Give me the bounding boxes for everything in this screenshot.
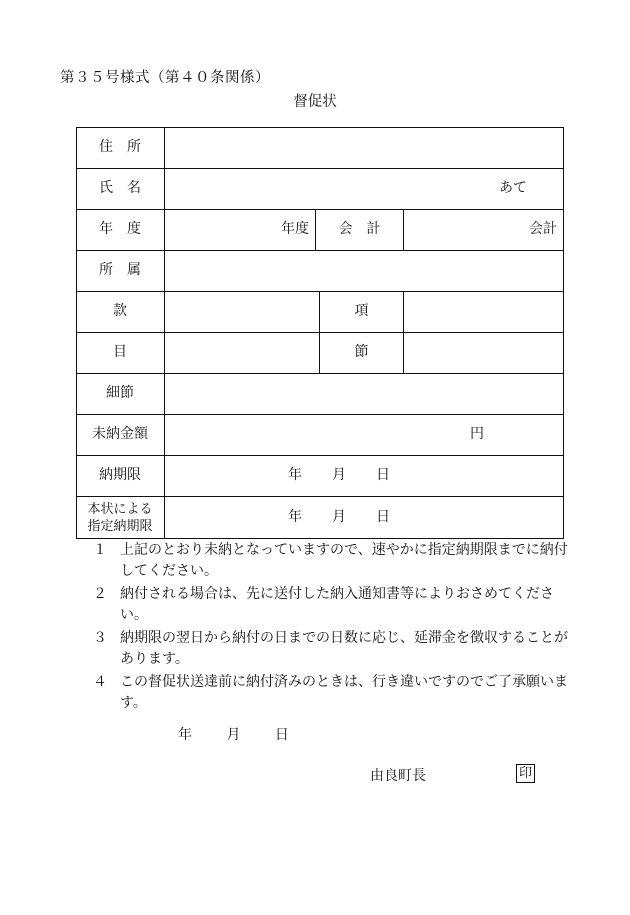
note-text: 納付される場合は、先に送付した納入通知書等によりおさめてください。 <box>120 586 554 623</box>
designated-deadline-field[interactable] <box>165 496 563 539</box>
notes-list <box>80 540 570 716</box>
note-number: １ <box>93 542 107 558</box>
note-number: ２ <box>93 586 107 602</box>
form-number: 第３５号様式（第４０条関係） <box>60 70 270 86</box>
seal-mark: 印 <box>516 764 535 783</box>
note-number: ４ <box>93 674 107 690</box>
designated-month: 月 <box>332 509 346 525</box>
issuer-name: 由良町長 <box>370 768 426 784</box>
deadline-label: 納期限 <box>99 467 141 483</box>
setsu-label: 節 <box>354 344 369 360</box>
fiscal-year-field[interactable] <box>165 209 315 250</box>
deadline-year: 年 <box>288 467 302 483</box>
kou-field[interactable] <box>404 291 563 332</box>
note-text: この督促状送達前に納付済みのときは、行き違いですのでご了承願います。 <box>120 674 568 711</box>
designated-year: 年 <box>288 509 302 525</box>
note-item <box>80 540 570 582</box>
unpaid-amount-suffix: 円 <box>470 426 484 442</box>
unpaid-amount-label: 未納金額 <box>92 426 148 442</box>
deadline-month: 月 <box>332 467 346 483</box>
unpaid-amount-field[interactable] <box>165 414 563 455</box>
saisetsu-field[interactable] <box>165 373 563 414</box>
account-suffix: 会計 <box>529 221 557 237</box>
name-suffix: あて <box>499 180 527 196</box>
setsu-field[interactable] <box>404 332 563 373</box>
note-item <box>80 628 570 670</box>
issue-date[interactable] <box>178 724 289 744</box>
kan-label: 款 <box>113 303 127 319</box>
issue-day: 日 <box>274 727 289 743</box>
note-item <box>80 672 570 714</box>
note-text: 上記のとおり未納となっていますので、速やかに指定納期限までに納付してください。 <box>120 542 568 579</box>
fiscal-year-suffix: 年度 <box>281 221 309 237</box>
name-field[interactable] <box>165 168 563 209</box>
document-title: 督促状 <box>293 94 337 110</box>
kou-label: 項 <box>354 303 369 319</box>
account-label: 会 計 <box>338 221 381 237</box>
department-label: 所 属 <box>99 262 141 278</box>
note-number: ３ <box>93 630 107 646</box>
demand-letter-table <box>76 127 564 539</box>
saisetsu-label: 細節 <box>106 385 134 401</box>
account-field[interactable] <box>404 209 563 250</box>
moku-label: 目 <box>113 344 127 360</box>
note-item <box>80 584 570 626</box>
issue-month: 月 <box>226 727 241 743</box>
issue-year: 年 <box>178 727 192 743</box>
designated-day: 日 <box>376 509 390 525</box>
kan-field[interactable] <box>165 291 319 332</box>
moku-field[interactable] <box>165 332 319 373</box>
deadline-field[interactable] <box>165 455 563 496</box>
address-label: 住 所 <box>99 139 141 155</box>
fiscal-year-label: 年 度 <box>99 221 141 237</box>
department-field[interactable] <box>165 250 563 291</box>
designated-deadline-label: 本状による 指定納期限 <box>87 501 153 534</box>
deadline-day: 日 <box>376 467 390 483</box>
address-field[interactable] <box>165 127 563 168</box>
note-text: 納期限の翌日から納付の日までの日数に応じ、延滞金を徴収することがあります。 <box>120 630 568 667</box>
name-label: 氏 名 <box>99 180 141 196</box>
